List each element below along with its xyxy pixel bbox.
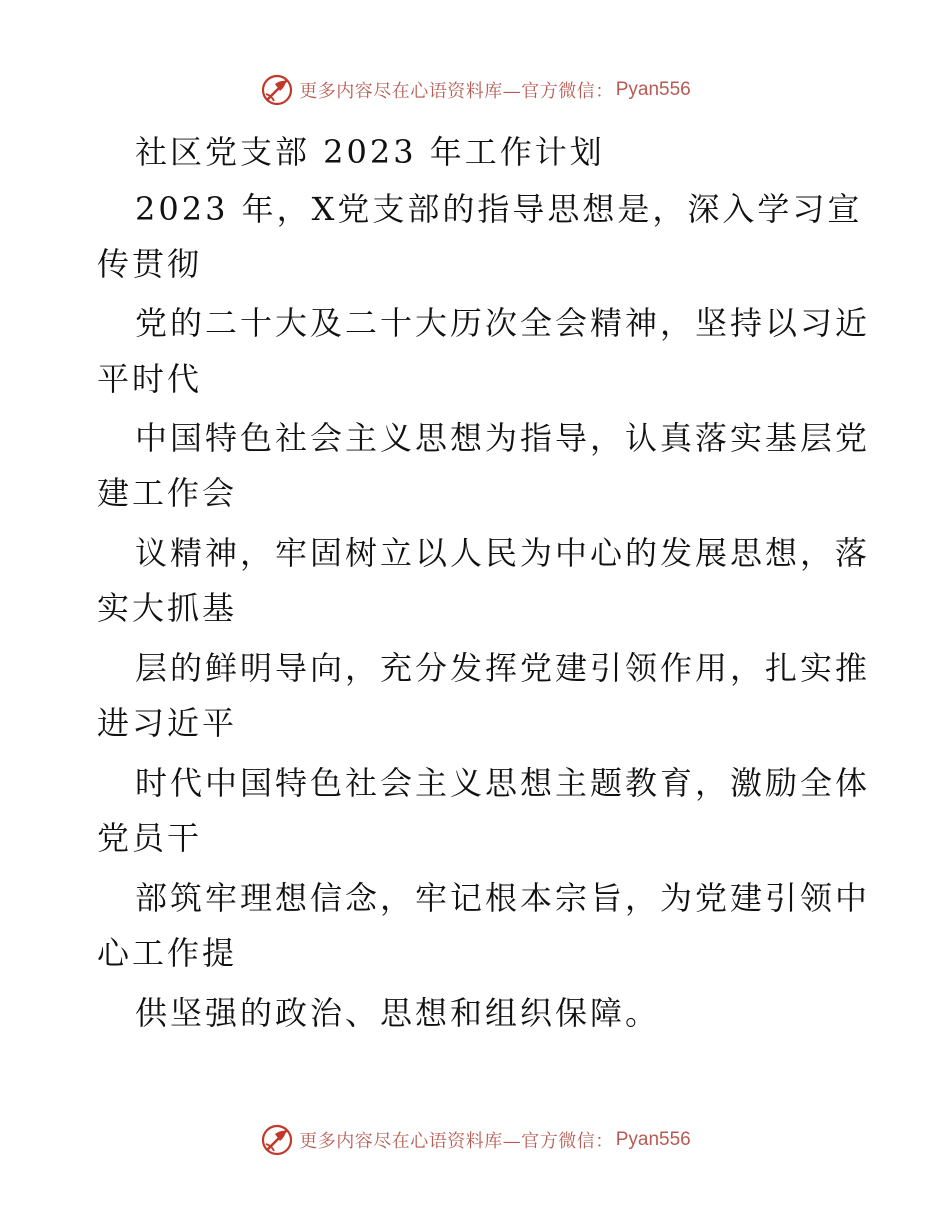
paragraph-line: 党的二十大及二十大历次全会精神，坚持以习近 xyxy=(135,304,871,342)
paragraph-line: 2023 年，X党支部的指导思想是，深入学习宣 xyxy=(135,190,863,228)
paragraph-line: 部筑牢理想信念，牢记根本宗旨，为党建引领中 xyxy=(135,879,871,917)
paragraph-line: 供坚强的政治、思想和组织保障。 xyxy=(135,994,661,1032)
paragraph-line: 进习近平 xyxy=(97,704,238,742)
paragraph-line: 中国特色社会主义思想为指导，认真落实基层党 xyxy=(135,419,871,457)
header-watermark xyxy=(0,70,950,110)
watermark-text: 更多内容尽在心语资料库—官方微信： xyxy=(299,81,614,102)
watermark-text: 更多内容尽在心语资料库—官方微信： xyxy=(299,1131,614,1152)
paragraph-line: 平时代 xyxy=(97,360,203,398)
paragraph-line: 党员干 xyxy=(97,819,203,857)
document-title: 社区党支部 2023 年工作计划 xyxy=(135,133,605,171)
paragraph-line: 实大抓基 xyxy=(97,589,238,627)
paragraph-line: 心工作提 xyxy=(97,934,238,972)
paragraph-line: 时代中国特色社会主义思想主题教育，激励全体 xyxy=(135,764,871,802)
paragraph-line: 建工作会 xyxy=(97,474,238,512)
watermark-handle: Pyan556 xyxy=(615,1129,691,1150)
footer-watermark xyxy=(0,1120,950,1160)
quill-logo-icon xyxy=(259,72,295,108)
paragraph-line: 层的鲜明导向，充分发挥党建引领作用，扎实推 xyxy=(135,649,871,687)
quill-logo-icon xyxy=(259,1122,295,1158)
paragraph-line: 议精神，牢固树立以人民为中心的发展思想，落 xyxy=(135,534,871,572)
paragraph-line: 传贯彻 xyxy=(97,245,203,283)
watermark-handle: Pyan556 xyxy=(615,79,691,100)
